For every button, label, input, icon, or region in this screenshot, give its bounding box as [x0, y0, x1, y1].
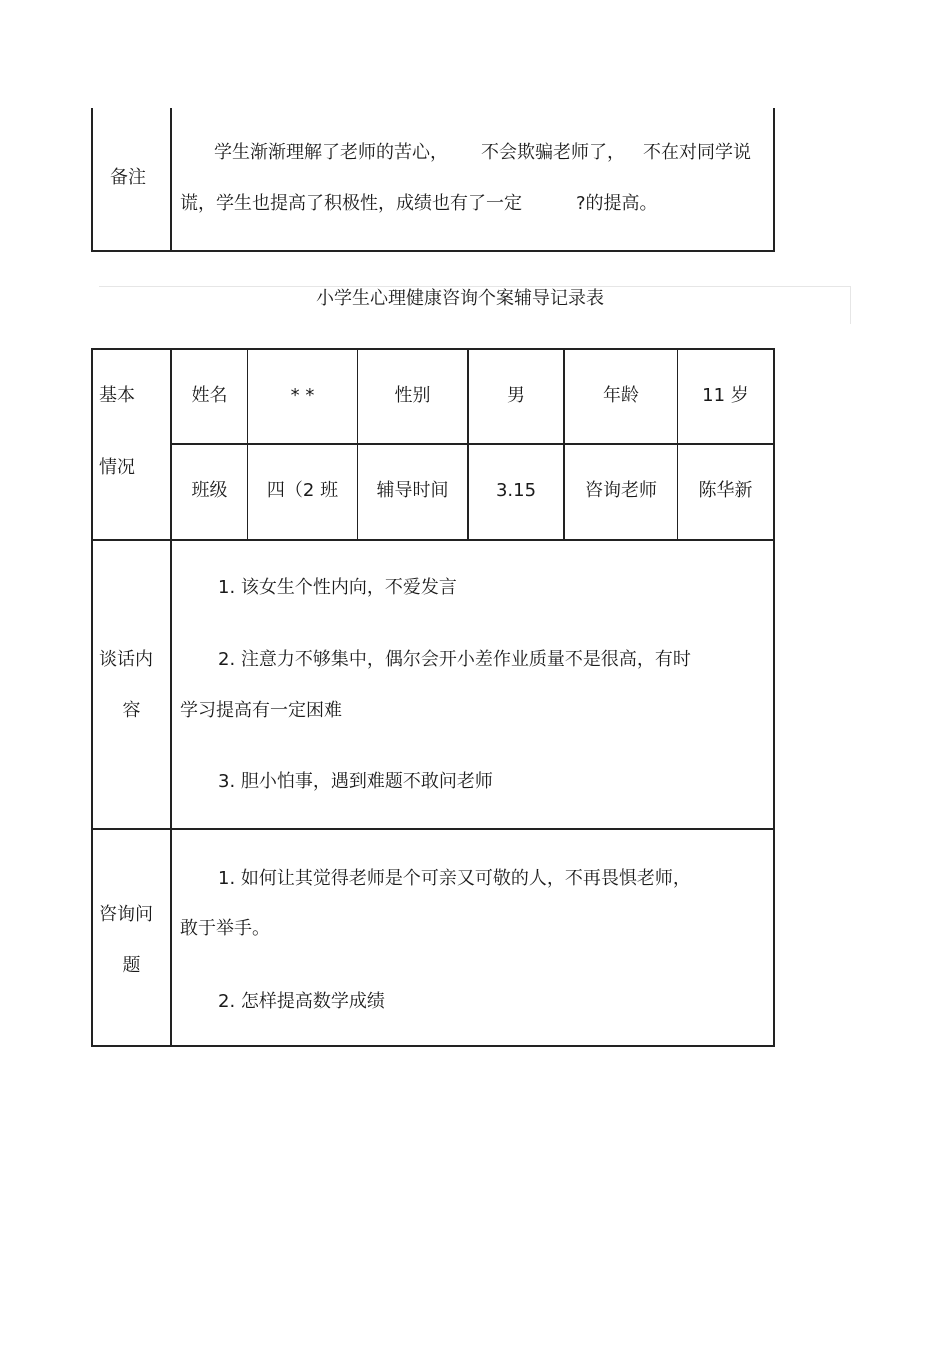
- title-separator: [99, 286, 851, 287]
- conversation-item-1: 1. 该女生个性内向，不爱发言: [218, 577, 457, 598]
- consult-issue-2: 2. 怎样提高数学成绩: [218, 991, 385, 1012]
- gender-value: 男: [507, 385, 525, 406]
- conversation-label-2: 容: [122, 700, 141, 721]
- conversation-item-3: 3. 胆小怕事，遇到难题不敢问老师: [218, 771, 493, 792]
- age-value: 11 岁: [702, 385, 749, 406]
- consult-issues-label-2: 题: [122, 955, 141, 976]
- remarks-text-line2-part1: 谎，学生也提高了积极性，成绩也有了一定: [180, 193, 522, 214]
- basic-info-label-2: 情况: [99, 457, 135, 478]
- remarks-label: 备注: [110, 167, 146, 188]
- consult-teacher-label: 咨询老师: [585, 480, 657, 501]
- remarks-text-line1-part3: 不在对同学说: [643, 142, 751, 163]
- consult-issues-label-1: 咨询问: [99, 904, 153, 925]
- remarks-text-line2-part2: ?的提高。: [576, 193, 658, 214]
- conversation-item-2-line2: 学习提高有一定困难: [180, 700, 342, 721]
- remarks-text-line1-part2: 不会欺骗老师了，: [481, 142, 625, 163]
- consult-issue-1-line1: 1. 如何让其觉得老师是个可亲又可敬的人，不再畏惧老师，: [218, 868, 691, 889]
- name-label: 姓名: [191, 385, 228, 406]
- basic-info-label-1: 基本: [99, 385, 135, 406]
- conversation-label-1: 谈话内: [99, 649, 153, 670]
- title-separator-edge: [850, 286, 851, 324]
- consult-issue-1-line2: 敢于举手。: [180, 918, 270, 939]
- form-title: 小学生心理健康咨询个案辅导记录表: [316, 288, 604, 309]
- name-value: * *: [290, 385, 315, 406]
- age-label: 年龄: [603, 385, 639, 406]
- remarks-text-line1-part1: 学生渐渐理解了老师的苦心，: [214, 142, 448, 163]
- class-label: 班级: [191, 480, 228, 501]
- consult-teacher-value: 陈华新: [698, 480, 753, 501]
- class-value: 四（2 班: [266, 480, 339, 501]
- coaching-time-value: 3.15: [495, 480, 537, 501]
- gender-label: 性别: [394, 385, 431, 406]
- conversation-item-2-line1: 2. 注意力不够集中，偶尔会开小差作业质量不是很高，有时: [218, 649, 691, 670]
- coaching-time-label: 辅导时间: [376, 480, 449, 501]
